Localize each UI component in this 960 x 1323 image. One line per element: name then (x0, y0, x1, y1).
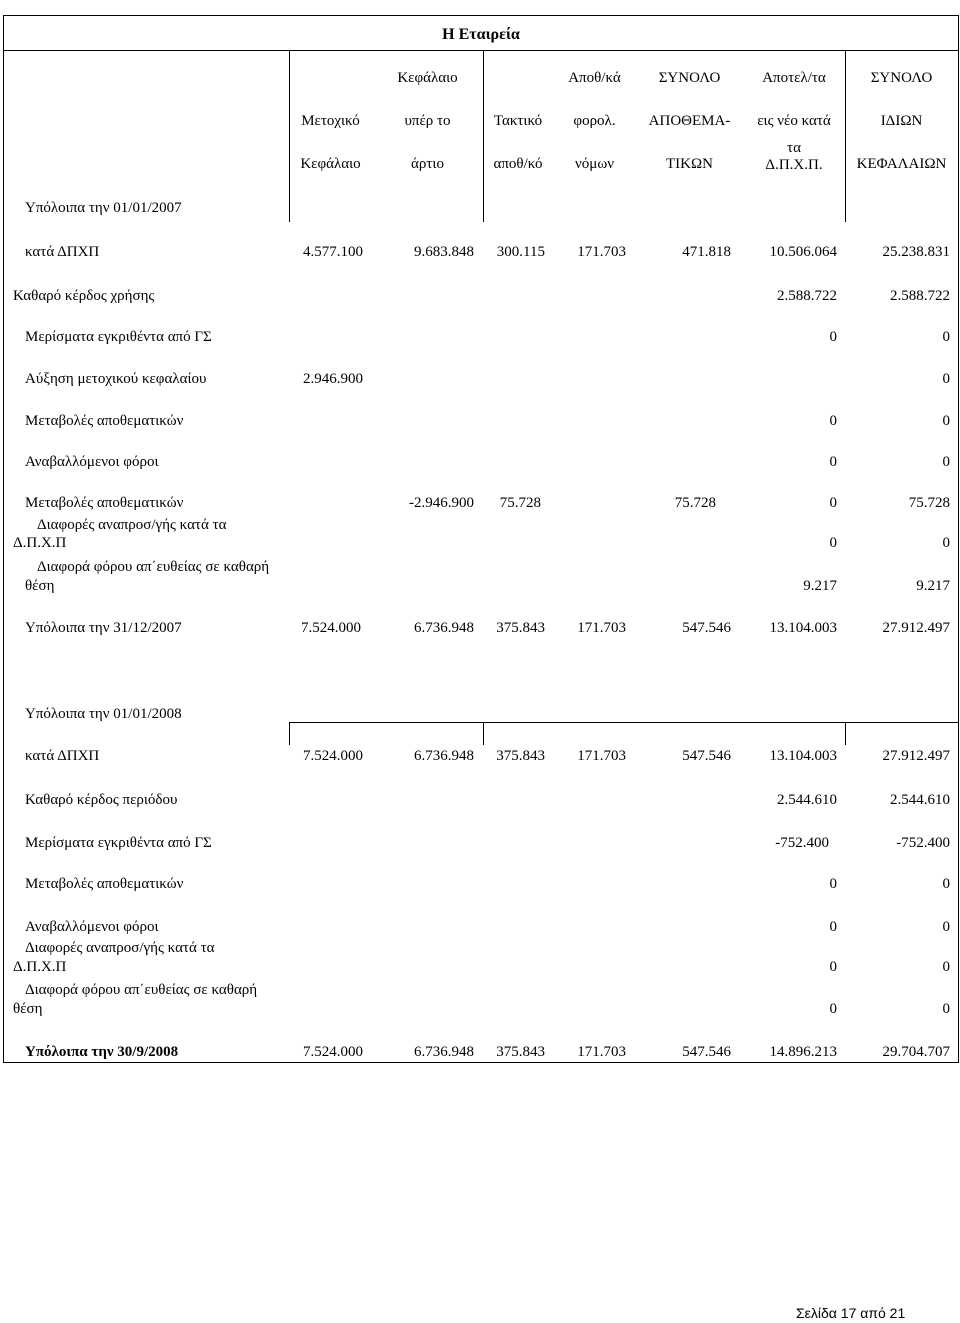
row-label: Μεταβολές αποθεματικών (25, 495, 184, 511)
share-capital-cell: 2.946.900 (303, 371, 363, 387)
share-capital-cell: 4.577.100 (303, 244, 363, 260)
column-header-line: Κεφάλαιο (300, 156, 361, 172)
row-label: Καθαρό κέρδος χρήσης (13, 288, 155, 304)
retained-earnings-cell: 10.506.064 (769, 244, 837, 260)
retained-earnings-cell: 0 (829, 919, 837, 935)
row-label: θέση (25, 578, 55, 594)
total-equity-cell: 29.704.707 (882, 1044, 950, 1060)
retained-earnings-cell: 0 (829, 959, 837, 975)
row-label: Καθαρό κέρδος περιόδου (25, 792, 178, 808)
total-equity-cell: 2.588.722 (890, 288, 950, 304)
total-reserves-cell: 75.728 (674, 495, 716, 511)
column-header-line: Κεφάλαιο (397, 70, 458, 86)
column-header-line: ΙΔΙΩΝ (880, 113, 923, 129)
row-label: Διαφορές αναπροσ/γής κατά τα (37, 517, 227, 533)
total-equity-cell: 0 (942, 413, 950, 429)
row-label: θέση (13, 1001, 43, 1017)
table-right-border (958, 15, 959, 1063)
row-label: Αναβαλλόμενοι φόροι (25, 454, 159, 470)
title-divider (3, 50, 959, 51)
total-equity-cell: 2.544.610 (890, 792, 950, 808)
retained-earnings-cell: 9.217 (803, 578, 837, 594)
total-equity-cell: 0 (942, 454, 950, 470)
column-header-line: νόμων (575, 156, 614, 172)
retained-earnings-cell: 14.896.213 (769, 1044, 837, 1060)
page-number: Σελίδα 17 από 21 (796, 1305, 906, 1321)
section-divider (483, 722, 484, 745)
share-premium-cell: 9.683.848 (414, 244, 474, 260)
tax-reserves-cell: 171.703 (577, 1044, 626, 1060)
row-label: Αναβαλλόμενοι φόροι (25, 919, 159, 935)
total-equity-cell: 0 (942, 919, 950, 935)
tax-reserves-cell: 171.703 (577, 620, 626, 636)
row-label: Υπόλοιπα την 30/9/2008 (25, 1044, 179, 1060)
table-top-border (3, 15, 959, 16)
retained-earnings-cell: 13.104.003 (769, 620, 837, 636)
column-header-line: αποθ/κό (493, 156, 543, 172)
total-equity-cell: 9.217 (916, 578, 950, 594)
total-reserves-cell: 547.546 (682, 1044, 731, 1060)
total-equity-cell: -752.400 (896, 835, 950, 851)
share-premium-cell: 6.736.948 (414, 620, 474, 636)
column-header-line: ΣΥΝΟΛΟ (870, 70, 933, 86)
total-equity-cell: 0 (942, 535, 950, 551)
total-equity-cell: 0 (942, 876, 950, 892)
retained-earnings-cell: -752.400 (775, 835, 829, 851)
share-capital-cell: 7.524.000 (301, 620, 361, 636)
column-header-line: Μετοχικό (301, 113, 360, 129)
header-divider (483, 50, 484, 222)
column-header-line: φορολ. (573, 113, 616, 129)
table-left-border (3, 15, 4, 1063)
total-equity-cell: 27.912.497 (882, 748, 950, 764)
share-capital-cell: 7.524.000 (303, 748, 363, 764)
section-divider (289, 722, 959, 723)
column-header-line: ΤΙΚΩΝ (666, 156, 713, 172)
column-header-line: τα (787, 140, 801, 156)
total-equity-cell: 0 (942, 329, 950, 345)
retained-earnings-cell: 0 (829, 495, 837, 511)
retained-earnings-cell: 0 (829, 454, 837, 470)
row-label: Μεταβολές αποθεματικών (25, 413, 184, 429)
total-equity-cell: 25.238.831 (882, 244, 950, 260)
retained-earnings-cell: 0 (829, 413, 837, 429)
section-divider (289, 722, 290, 745)
total-equity-cell: 27.912.497 (882, 620, 950, 636)
total-equity-cell: 75.728 (908, 495, 950, 511)
column-header-line: ΑΠΟΘΕΜΑ- (648, 113, 731, 129)
retained-earnings-cell: 0 (829, 535, 837, 551)
column-header-line: ΣΥΝΟΛΟ (658, 70, 721, 86)
retained-earnings-cell: 2.588.722 (777, 288, 837, 304)
row-label: Μερίσματα εγκριθέντα από ΓΣ (25, 835, 212, 851)
row-label: κατά ΔΠΧΠ (25, 244, 100, 260)
share-premium-cell: 6.736.948 (414, 1044, 474, 1060)
row-label: Δ.Π.Χ.Π (13, 535, 67, 551)
row-label: κατά ΔΠΧΠ (25, 748, 100, 764)
total-reserves-cell: 547.546 (682, 620, 731, 636)
legal-reserve-cell: 75.728 (499, 495, 541, 511)
total-reserves-cell: 547.546 (682, 748, 731, 764)
total-reserves-cell: 471.818 (682, 244, 731, 260)
table-bottom-border (3, 1062, 959, 1063)
retained-earnings-cell: 2.544.610 (777, 792, 837, 808)
share-capital-cell: 7.524.000 (303, 1044, 363, 1060)
column-header-line: Αποτελ/τα (762, 70, 826, 86)
legal-reserve-cell: 300.115 (496, 244, 545, 260)
total-equity-cell: 0 (942, 959, 950, 975)
header-divider (289, 50, 290, 222)
legal-reserve-cell: 375.843 (496, 620, 545, 636)
retained-earnings-cell: 0 (829, 876, 837, 892)
retained-earnings-cell: 0 (829, 329, 837, 345)
column-header-line: άρτιο (411, 156, 444, 172)
row-label: Διαφορά φόρου απ΄ευθείας σε καθαρή (25, 982, 258, 998)
row-label: Υπόλοιπα την 01/01/2007 (25, 200, 182, 216)
row-label: Υπόλοιπα την 31/12/2007 (25, 620, 182, 636)
column-header-line: Τακτικό (493, 113, 543, 129)
row-label: Μερίσματα εγκριθέντα από ΓΣ (25, 329, 212, 345)
tax-reserves-cell: 171.703 (577, 244, 626, 260)
row-label: Μεταβολές αποθεματικών (25, 876, 184, 892)
column-header-line: υπέρ το (404, 113, 451, 129)
column-header-line: εις νέο κατά (757, 113, 831, 129)
row-label: Διαφορά φόρου απ΄ευθείας σε καθαρή (37, 559, 270, 575)
total-equity-cell: 0 (942, 1001, 950, 1017)
retained-earnings-cell: 0 (829, 1001, 837, 1017)
row-label: Αύξηση μετοχικού κεφαλαίου (25, 371, 207, 387)
row-label: Διαφορές αναπροσ/γής κατά τα (25, 940, 215, 956)
tax-reserves-cell: 171.703 (577, 748, 626, 764)
company-title: Η Εταιρεία (442, 26, 520, 43)
legal-reserve-cell: 375.843 (496, 1044, 545, 1060)
row-label: Υπόλοιπα την 01/01/2008 (25, 706, 182, 722)
total-equity-cell: 0 (942, 371, 950, 387)
column-header-line: Αποθ/κά (568, 70, 621, 86)
section-divider (845, 722, 846, 745)
share-premium-cell: -2.946.900 (409, 495, 474, 511)
column-header-line: Δ.Π.Χ.Π. (765, 157, 823, 173)
column-header-line: ΚΕΦΑΛΑΙΩΝ (856, 156, 947, 172)
row-label: Δ.Π.Χ.Π (13, 959, 67, 975)
legal-reserve-cell: 375.843 (496, 748, 545, 764)
share-premium-cell: 6.736.948 (414, 748, 474, 764)
retained-earnings-cell: 13.104.003 (769, 748, 837, 764)
